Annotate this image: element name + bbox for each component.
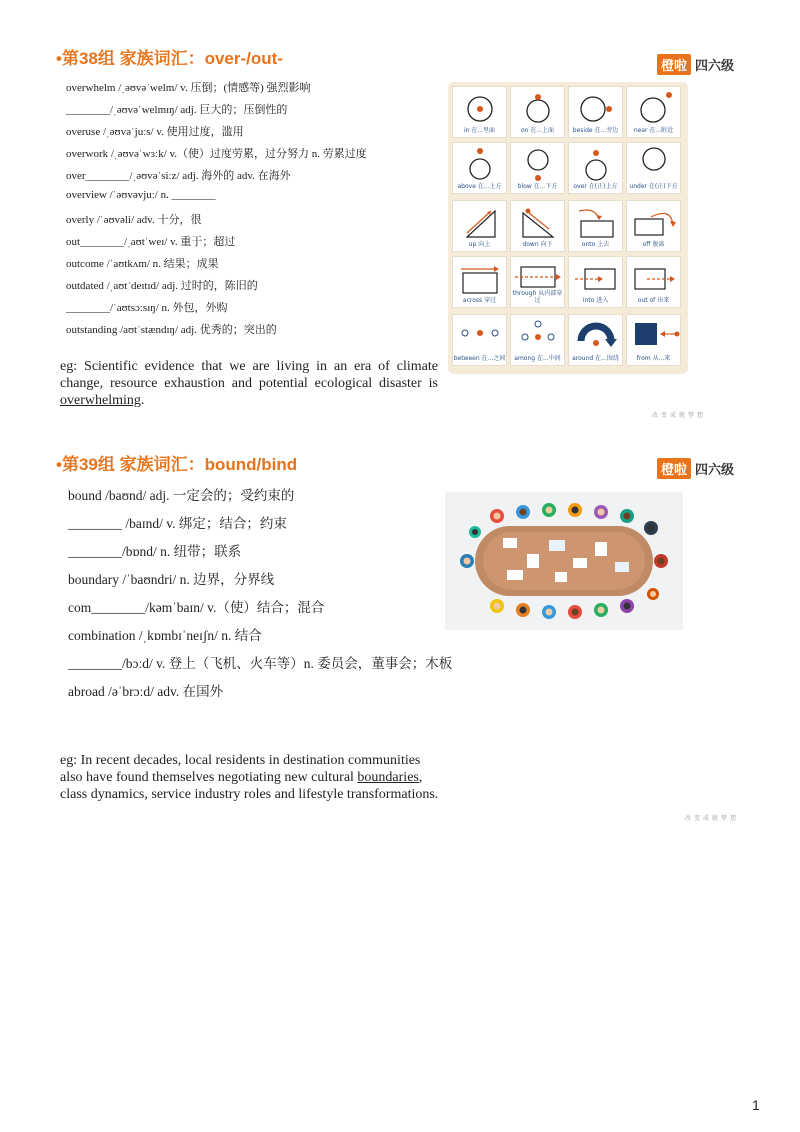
vocab-entry: over________/ˌəʊvəˈsiːz/ adj. 海外的 adv. 在海外 <box>66 170 291 182</box>
prep-label: over 在(正)上方 <box>573 183 618 190</box>
prep-cell-into <box>568 256 623 308</box>
brand-logo <box>657 458 734 479</box>
section39-example <box>60 752 446 803</box>
onto-diagram-icon <box>569 201 624 241</box>
up-diagram-icon <box>453 201 508 241</box>
vocab-entry: overuse /ˌəʊvəˈjuːs/ v. 使用过度，滥用 <box>66 126 244 138</box>
near-diagram-icon <box>627 87 682 127</box>
in-diagram-icon <box>453 87 508 127</box>
vocab-entry: com________/kəmˈbaɪn/ v.（使）结合；混合 <box>68 600 325 615</box>
prep-cell-through <box>510 256 565 308</box>
prep-label: across 穿过 <box>462 297 497 304</box>
section39-footer: 改变成就梦想 <box>685 815 740 822</box>
vocab-entry: ________/ˈaʊtsɔːsɪŋ/ n. 外包，外购 <box>66 302 228 314</box>
prep-cell-below <box>510 142 565 194</box>
among-diagram-icon <box>511 315 566 355</box>
prep-label: onto 上去 <box>581 241 610 248</box>
vocab-entry: overly /ˈəʊvəli/ adv. 十分，很 <box>66 214 202 226</box>
prep-label: blow 在...下方 <box>517 183 558 190</box>
into-diagram-icon <box>569 257 624 297</box>
prep-label: through 从内部穿过 <box>512 290 563 304</box>
vocab-entry: out________/ˌaʊtˈweɪ/ v. 重于；超过 <box>66 236 236 248</box>
on-diagram-icon <box>511 87 566 127</box>
prep-label: in 在...里面 <box>463 127 496 134</box>
example-text-end: , class dynamics, service industry roles and lifestyle transformations. <box>60 770 439 802</box>
between-diagram-icon <box>453 315 508 355</box>
vocab-entry: outcome /ˈaʊtkʌm/ n. 结果；成果 <box>66 258 219 270</box>
prep-cell-among <box>510 314 565 366</box>
prep-cell-up <box>452 200 507 252</box>
preposition-illustration-grid <box>448 82 688 374</box>
prep-label: up 向上 <box>468 241 491 248</box>
prep-cell-near <box>626 86 681 138</box>
prep-cell-beside <box>568 86 623 138</box>
prep-label: between 在...之间 <box>453 355 506 362</box>
vocab-entry: overwork /ˌəʊvəˈwɜːk/ v.（使）过度劳累，过分努力 n. 劳累过度 <box>66 148 367 160</box>
example-text-end: . <box>140 393 145 408</box>
section38-example <box>60 358 438 409</box>
vocab-entry: combination /ˌkɒmbɪˈneɪʃn/ n. 结合 <box>68 628 262 643</box>
brand-logo <box>657 54 734 75</box>
prep-cell-over <box>568 142 623 194</box>
prep-label: beside 在...旁边 <box>572 127 619 134</box>
prep-cell-above <box>452 142 507 194</box>
prep-cell-between <box>452 314 507 366</box>
example-keyword: boundaries <box>357 770 419 785</box>
down-diagram-icon <box>511 201 566 241</box>
example-keyword: overwhelming <box>60 393 141 408</box>
vocab-entry: ________/bɔːd/ v. 登上（飞机、火车等）n. 委员会，董事会；木板 <box>68 656 453 671</box>
above-diagram-icon <box>453 143 508 183</box>
prep-cell-off <box>626 200 681 252</box>
section38-footer: 改变成就梦想 <box>652 412 707 419</box>
prep-label: from 从...来 <box>636 355 671 362</box>
prep-cell-in <box>452 86 507 138</box>
prep-cell-onto <box>568 200 623 252</box>
vocab-entry: bound /baʊnd/ adj. 一定会的；受约束的 <box>68 488 295 503</box>
off-diagram-icon <box>627 201 682 241</box>
prep-label: on 在...上面 <box>520 127 555 134</box>
brand-tag: 橙啦 <box>657 458 691 479</box>
vocab-entry: abroad /əˈbrɔːd/ adv. 在国外 <box>68 684 224 699</box>
from-diagram-icon <box>627 315 682 355</box>
vocab-entry: outstanding /aʊtˈstændɪŋ/ adj. 优秀的；突出的 <box>66 324 277 336</box>
prep-cell-on <box>510 86 565 138</box>
section39-title: •第39组 家族词汇：bound/bind <box>56 455 298 474</box>
under-diagram-icon <box>627 143 682 183</box>
prep-label: among 在...中间 <box>514 355 561 362</box>
prep-label: above 在...上方 <box>457 183 502 190</box>
around-diagram-icon <box>569 315 624 355</box>
beside-diagram-icon <box>569 87 624 127</box>
vocab-entry: ________ /baɪnd/ v. 绑定；结合；约束 <box>68 516 287 531</box>
page-number: 1 <box>752 1097 760 1113</box>
across-diagram-icon <box>453 257 508 297</box>
prep-cell-across <box>452 256 507 308</box>
over-diagram-icon <box>569 143 624 183</box>
vocab-entry: boundary /ˈbaʊndri/ n. 边界，分界线 <box>68 572 275 587</box>
brand-level: 四六级 <box>695 463 735 478</box>
vocab-entry: ________/bɒnd/ n. 纽带；联系 <box>68 544 242 559</box>
out-of-diagram-icon <box>627 257 682 297</box>
prep-label: near 在...附近 <box>633 127 674 134</box>
section38-title: •第38组 家族词汇：over-/out- <box>56 49 283 68</box>
prep-cell-from <box>626 314 681 366</box>
brand-tag: 橙啦 <box>657 54 691 75</box>
brand-level: 四六级 <box>695 59 735 74</box>
prep-label: around 在...围绕 <box>572 355 619 362</box>
prep-label: into 进入 <box>582 297 609 304</box>
vocab-entry: overwhelm /ˌəʊvəˈwelm/ v. 压倒；(情感等) 强烈影响 <box>66 82 311 94</box>
below-diagram-icon <box>511 143 566 183</box>
vocab-entry: outdated /ˌaʊtˈdeɪtɪd/ adj. 过时的，陈旧的 <box>66 280 258 292</box>
meeting-illustration <box>445 492 683 630</box>
prep-label: down 向下 <box>522 241 553 248</box>
prep-label: out of 出来 <box>637 297 670 304</box>
prep-cell-around <box>568 314 623 366</box>
prep-cell-under <box>626 142 681 194</box>
example-text: eg: Scientific evidence that we are living in an era of climate change, resource exhaustion and potential ecological disaster is <box>60 359 438 391</box>
vocab-entry: overview /ˈəʊvəvjuː/ n. ________ <box>66 189 216 201</box>
prep-label: under 在(正)下方 <box>629 183 678 190</box>
prep-label: off 脱离 <box>642 241 665 248</box>
example-text: eg: In recent decades, local residents in destination communities also have found themselves negotiating new cultural <box>60 753 421 785</box>
prep-cell-out-of <box>626 256 681 308</box>
prep-cell-down <box>510 200 565 252</box>
team-meeting-image <box>445 492 683 630</box>
vocab-entry: ________/ˌəʊvəˈwelmɪŋ/ adj. 巨大的；压倒性的 <box>66 104 288 116</box>
